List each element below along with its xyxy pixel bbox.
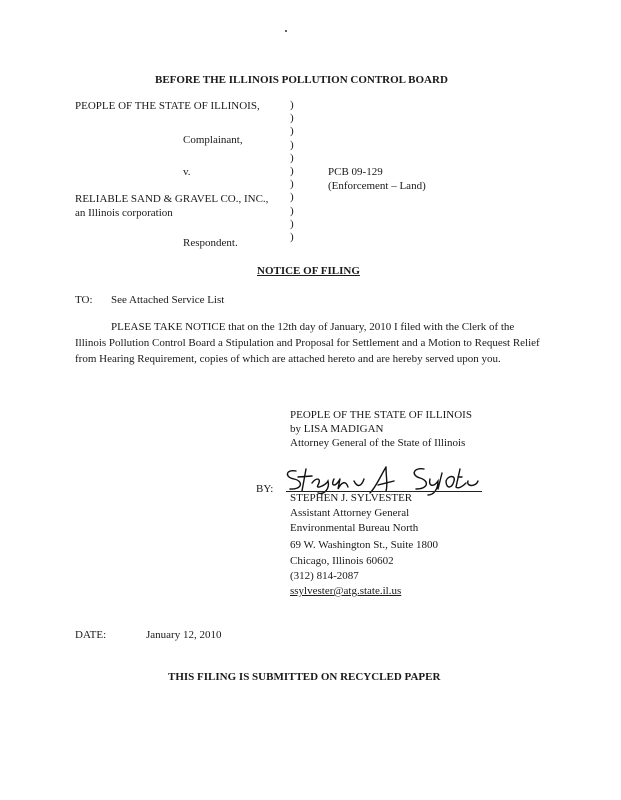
defendant-name: RELIABLE SAND & GRAVEL CO., INC., [75,193,269,205]
bureau-name: Environmental Bureau North [290,522,419,534]
party-name: PEOPLE OF THE STATE OF ILLINOIS [290,409,472,421]
attorney-general-title: Attorney General of the State of Illinois [290,437,466,449]
phone-number: (312) 814-2087 [290,570,359,582]
paren: ) [290,99,294,111]
defendant-description: an Illinois corporation [75,207,173,219]
case-number: PCB 09-129 [328,166,383,178]
plaintiff-name: PEOPLE OF THE STATE OF ILLINOIS, [75,100,260,112]
signer-title: Assistant Attorney General [290,507,410,519]
caption-paren-column [290,99,294,244]
date-label: DATE: [75,629,107,641]
paren: ) [290,230,294,243]
stray-mark [285,30,287,32]
recycled-paper-notice: THIS FILING IS SUBMITTED ON RECYCLED PAPER [168,671,441,683]
address-line-2: Chicago, Illinois 60602 [290,555,394,567]
notice-title: NOTICE OF FILING [257,265,360,277]
respondent-label: Respondent. [183,237,238,249]
attorney-general-name: by LISA MADIGAN [290,423,384,435]
paren: ) [290,217,294,230]
notice-body: PLEASE TAKE NOTICE that on the 12th day of January, 2010 I filed with the Clerk of the Illinois Pollution Control Board a Stipulation and Proposal for Settlement and a Motion to Request Relief from Hearing Requirement, copies of which are attached hereto and are hereby served upon you. [75,321,540,365]
paren: ) [290,204,294,217]
address-line-1: 69 W. Washington St., Suite 1800 [290,539,439,551]
paren: ) [290,138,294,151]
complainant-label: Complainant, [183,134,243,146]
to-value: See Attached Service List [111,294,225,306]
paren: ) [290,151,294,164]
to-label: TO: [75,294,93,306]
paren: ) [290,125,294,138]
versus-label: v. [183,166,191,178]
date-value: January 12, 2010 [146,629,222,641]
signer-name: STEPHEN J. SYLVESTER [290,492,413,504]
paren: ) [290,191,294,204]
email-link[interactable]: ssylvester@atg.state.il.us [290,585,402,597]
board-heading: BEFORE THE ILLINOIS POLLUTION CONTROL BOARD [155,74,448,86]
paren: ) [290,112,294,125]
paren: ) [290,178,294,191]
paren: ) [290,164,294,177]
by-label: BY: [256,483,274,495]
case-type: (Enforcement – Land) [328,180,426,192]
